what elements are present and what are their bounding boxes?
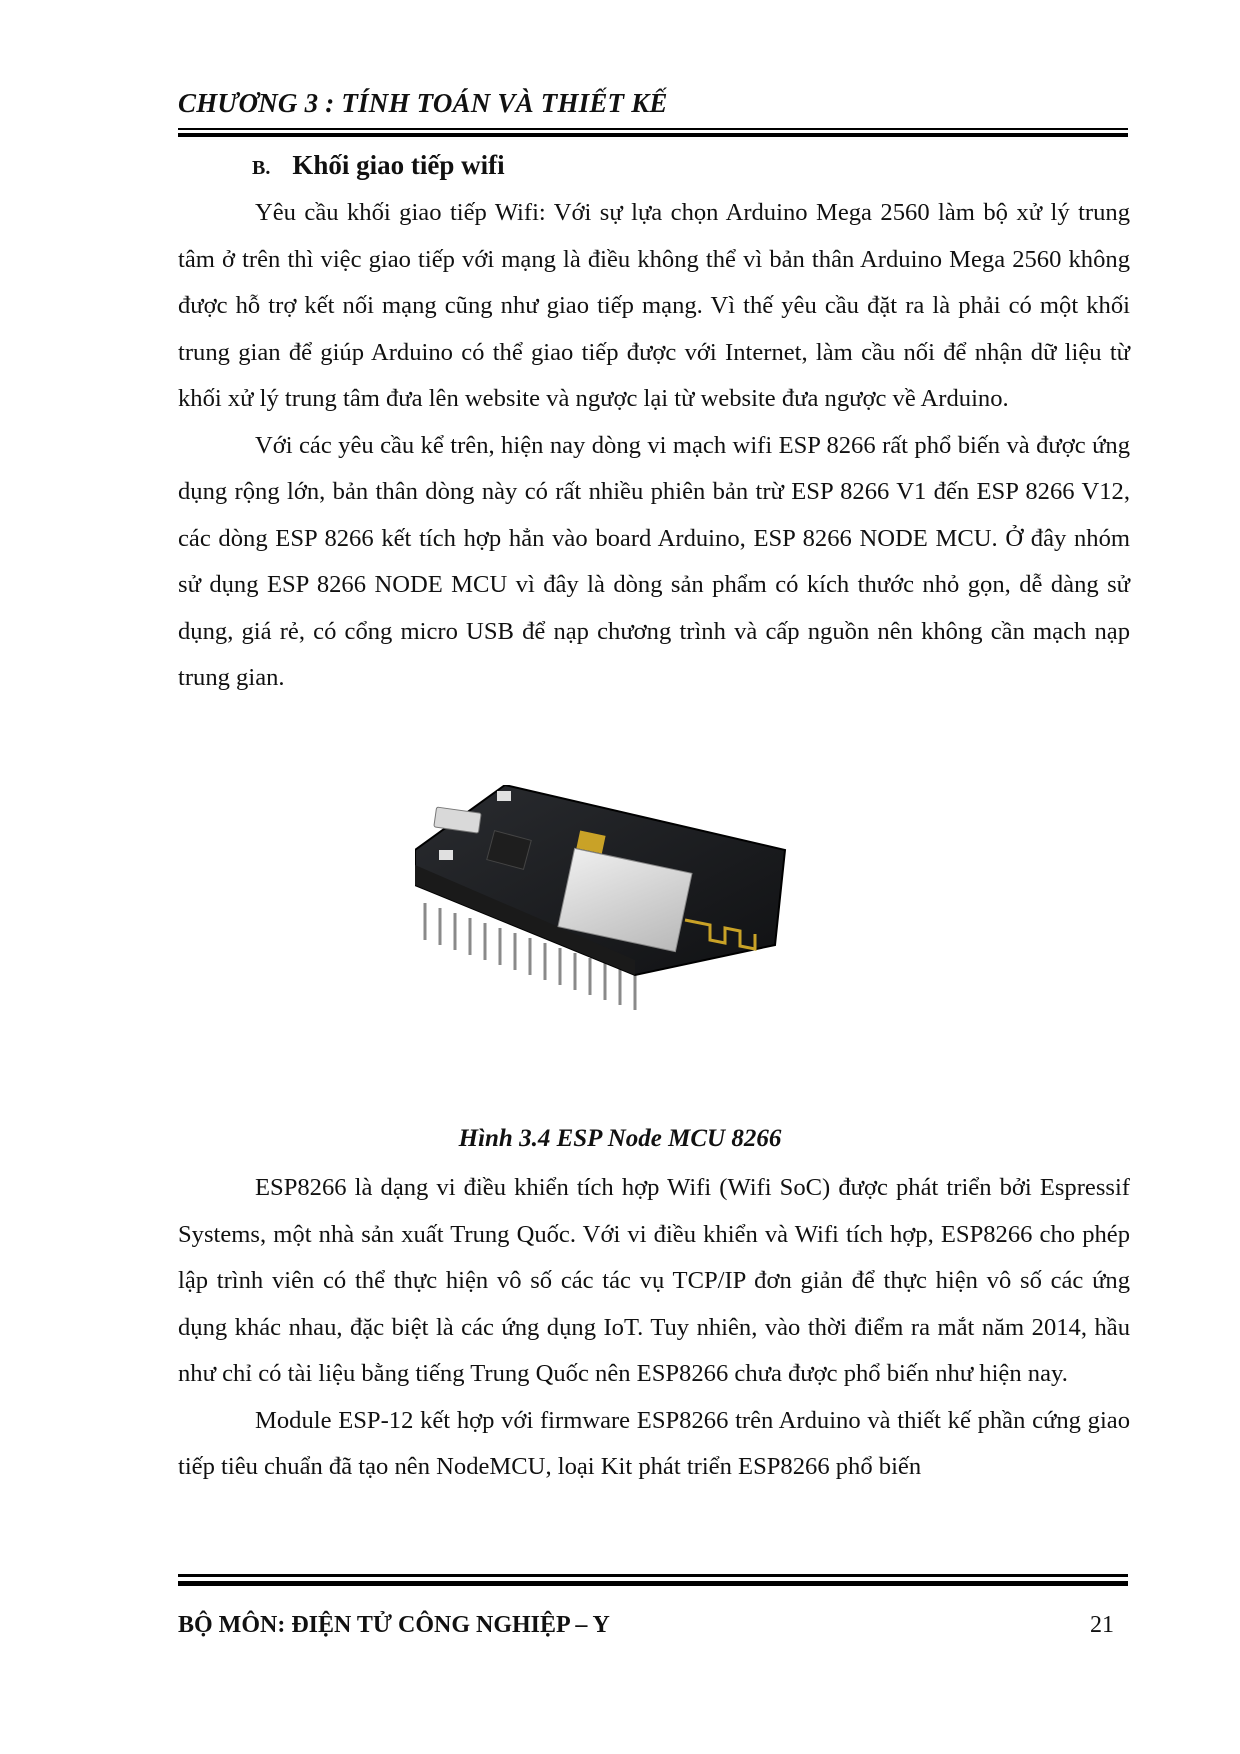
chapter-header: CHƯƠNG 3 : TÍNH TOÁN VÀ THIẾT KẾ (178, 88, 668, 118)
intro-text (178, 190, 1130, 702)
header-rule-thin (178, 128, 1128, 130)
figure-caption: Hình 3.4 ESP Node MCU 8266 (458, 1125, 782, 1152)
paragraph: ESP8266 là dạng vi điều khiển tích hợp Wifi (Wifi SoC) được phát triển bởi Espressif Systems, một nhà sản xuất Trung Quốc. Với vi điều khiển và Wifi tích hợp, ESP8266 cho phép lập trình viên có thể thực hiện vô số các tác vụ TCP/IP đơn giản để thực hiện vô số các ứng dụng khác nhau, đặc biệt là các ứng dụng IoT. Tuy nhiên, vào thời điểm ra mắt năm 2014, hầu như chỉ có tài liệu bằng tiếng Trung Quốc nên ESP8266 chưa được phổ biến như hiện nay. (178, 1174, 1130, 1387)
paragraph: Yêu cầu khối giao tiếp Wifi: Với sự lựa chọn Arduino Mega 2560 làm bộ xử lý trung tâm ở trên thì việc giao tiếp với mạng là điều không thể vì bản thân Arduino Mega 2560 không được hỗ trợ kết nối mạng cũng như giao tiếp mạng. Vì thế yêu cầu đặt ra là phải có một khối trung gian để giúp Arduino có thể giao tiếp được với Internet, làm cầu nối để nhận dữ liệu từ khối xử lý trung tâm đưa lên website và ngược lại từ website đưa ngược về Arduino. (178, 199, 1130, 412)
footer-rule-thin (178, 1574, 1128, 1577)
footer-rule-thick (178, 1581, 1128, 1586)
paragraph: Module ESP-12 kết hợp với firmware ESP8266 trên Arduino và thiết kế phần cứng giao tiếp tiêu chuẩn đã tạo nên NodeMCU, loại Kit phát triển ESP8266 phổ biến (178, 1406, 1130, 1480)
button-reset (439, 850, 453, 860)
esp-description-text (178, 1165, 1130, 1491)
page-number: 21 (1090, 1612, 1114, 1638)
header-rule-thick (178, 133, 1128, 137)
footer-department: BỘ MÔN: ĐIỆN TỬ CÔNG NGHIỆP – Y (178, 1612, 610, 1638)
section-letter: B. (252, 157, 271, 179)
button-flash (497, 791, 511, 801)
paragraph: Với các yêu cầu kể trên, hiện nay dòng vi mạch wifi ESP 8266 rất phổ biến và được ứng dụng rộng lớn, bản thân dòng này có rất nhiều phiên bản trừ ESP 8266 V1 đến ESP 8266 V12, các dòng ESP 8266 kết tích hợp hẳn vào board Arduino, ESP 8266 NODE MCU. Ở đây nhóm sử dụng ESP 8266 NODE MCU vì đây là dòng sản phẩm có kích thước nhỏ gọn, dễ dàng sử dụng, giá rẻ, có cổng micro USB để nạp chương trình và cấp nguồn nên không cần mạch nạp trung gian. (178, 431, 1130, 691)
section-heading (252, 150, 505, 181)
section-title: Khối giao tiếp wifi (292, 150, 505, 180)
esp8266-nodemcu-board-image (415, 785, 875, 1065)
